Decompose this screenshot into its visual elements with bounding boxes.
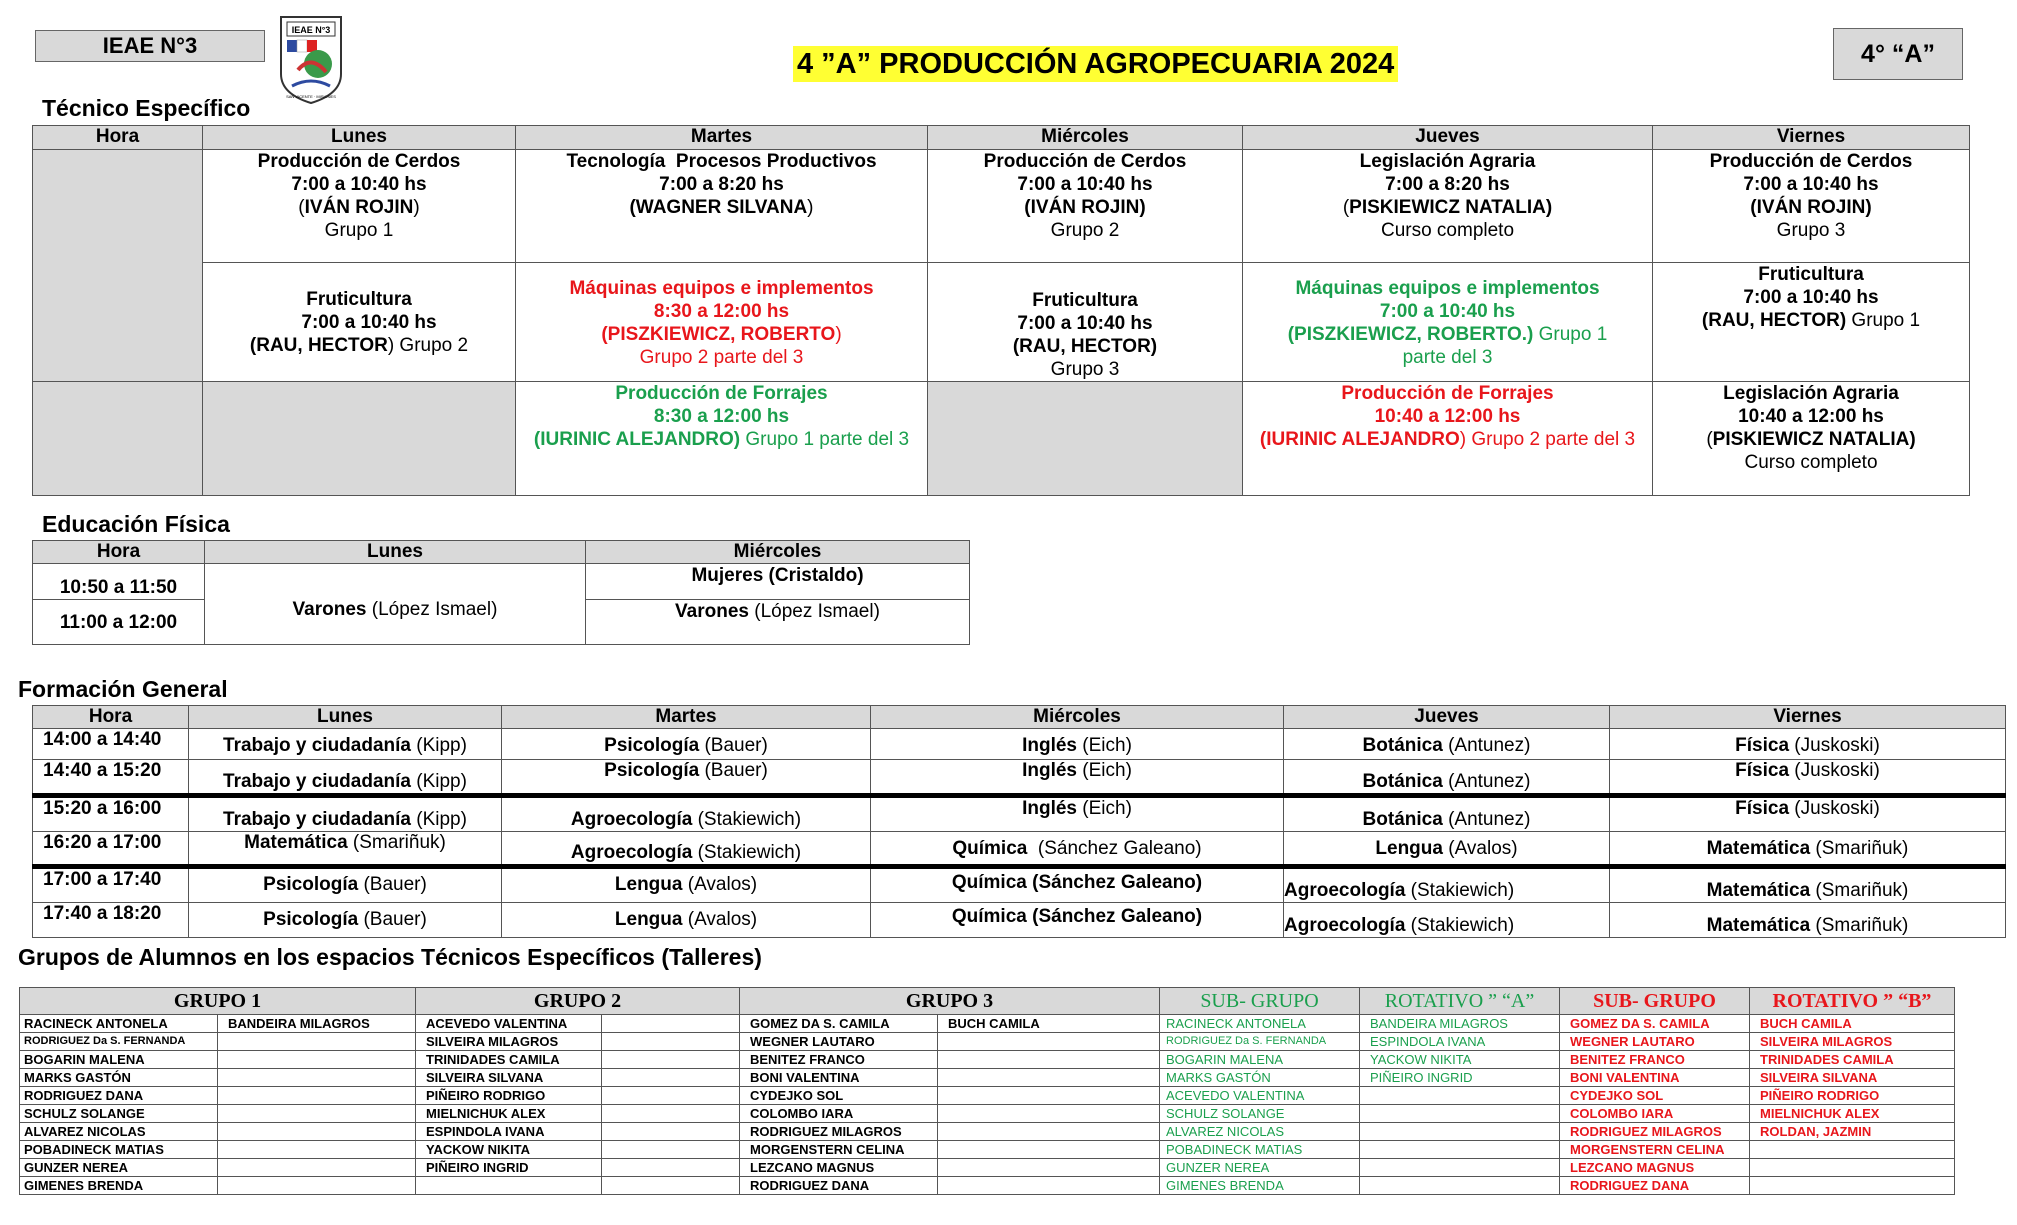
- schedule-cell: Máquinas equipos e implementos 7:00 a 10:40 hs (PISZKIEWICZ, ROBERTO.) Grupo 1 parte del 3: [1243, 263, 1653, 382]
- student-cell: SILVEIRA SILVANA: [416, 1069, 602, 1087]
- class-cell: Lengua (Avalos): [502, 903, 871, 938]
- student-cell: [938, 1033, 1160, 1051]
- school-badge: [35, 30, 265, 62]
- student-cell: [218, 1087, 416, 1105]
- col-hora: Hora: [33, 541, 205, 564]
- schedule-cell: Producción de Forrajes 8:30 a 12:00 hs (IURINIC ALEJANDRO) Grupo 1 parte del 3: [516, 382, 928, 496]
- rotativo-a-header: ROTATIVO ” “A”: [1360, 988, 1560, 1015]
- col-lunes: Lunes: [189, 706, 502, 729]
- student-cell: POBADINECK MATIAS: [20, 1141, 218, 1159]
- student-cell: [602, 1123, 740, 1141]
- student-cell: [938, 1051, 1160, 1069]
- schedule-cell: Producción de Cerdos 7:00 a 10:40 hs (IVÁN ROJIN) Grupo 1: [203, 150, 516, 263]
- class-cell: Psicología (Bauer): [502, 729, 871, 760]
- class-cell: Matemática (Smariñuk): [1610, 903, 2006, 938]
- student-cell: SCHULZ SOLANGE: [20, 1105, 218, 1123]
- schedule-cell: Máquinas equipos e implementos 8:30 a 12:00 hs (PISZKIEWICZ, ROBERTO) Grupo 2 parte del 3: [516, 263, 928, 382]
- col-martes: Martes: [502, 706, 871, 729]
- class-cell: Química (Sánchez Galeano): [871, 832, 1284, 867]
- student-cell: MORGENSTERN CELINA: [740, 1141, 938, 1159]
- schedule-cell: Fruticultura 7:00 a 10:40 hs (RAU, HECTOR) Grupo 3: [928, 263, 1243, 382]
- student-cell: RODRIGUEZ DANA: [20, 1087, 218, 1105]
- student-cell: GUNZER NEREA: [20, 1159, 218, 1177]
- student-cell: [218, 1033, 416, 1051]
- student-cell: [218, 1141, 416, 1159]
- class-cell: Agroecología (Stakiewich): [1284, 903, 1610, 938]
- student-cell: YACKOW NIKITA: [1360, 1051, 1560, 1069]
- student-cell: RACINECK ANTONELA: [20, 1015, 218, 1033]
- schedule-cell-empty: [203, 382, 516, 496]
- student-cell: [416, 1177, 602, 1195]
- general-table: [32, 705, 2006, 938]
- student-cell: BENITEZ FRANCO: [740, 1051, 938, 1069]
- schedule-cell: Legislación Agraria 10:40 a 12:00 hs (PISKIEWICZ NATALIA) Curso completo: [1653, 382, 1970, 496]
- logo-label: IEAE N°3: [291, 25, 331, 35]
- class-cell: Física (Juskoski): [1610, 729, 2006, 760]
- student-cell: LEZCANO MAGNUS: [740, 1159, 938, 1177]
- student-cell: SILVEIRA MILAGROS: [1750, 1033, 1955, 1051]
- student-cell: TRINIDADES CAMILA: [1750, 1051, 1955, 1069]
- col-viernes: Viernes: [1653, 126, 1970, 150]
- section-title-general: Formación General: [18, 676, 228, 702]
- student-cell: YACKOW NIKITA: [416, 1141, 602, 1159]
- col-lunes: Lunes: [205, 541, 586, 564]
- student-cell: BUCH CAMILA: [1750, 1015, 1955, 1033]
- hora-cell: [33, 382, 203, 496]
- class-cell: Trabajo y ciudadanía (Kipp): [189, 729, 502, 760]
- col-jueves: Jueves: [1284, 706, 1610, 729]
- student-cell: [602, 1015, 740, 1033]
- schedule-cell: Producción de Cerdos 7:00 a 10:40 hs (IVÁN ROJIN) Grupo 3: [1653, 150, 1970, 263]
- class-cell: Trabajo y ciudadanía (Kipp): [189, 760, 502, 796]
- class-cell: Química (Sánchez Galeano): [871, 867, 1284, 903]
- section-title-grupos: Grupos de Alumnos en los espacios Técnicos Específicos (Talleres): [18, 944, 762, 970]
- student-row: [20, 1051, 1955, 1069]
- student-cell: CYDEJKO SOL: [740, 1087, 938, 1105]
- student-cell: MORGENSTERN CELINA: [1560, 1141, 1750, 1159]
- student-row: [20, 1177, 1955, 1195]
- student-cell: [1360, 1159, 1560, 1177]
- table-row: [33, 796, 2006, 832]
- hora-cell: 16:20 a 17:00: [33, 832, 189, 867]
- student-cell: WEGNER LAUTARO: [1560, 1033, 1750, 1051]
- student-cell: ESPINDOLA IVANA: [1360, 1033, 1560, 1051]
- student-cell: GIMENES BRENDA: [20, 1177, 218, 1195]
- student-cell: [938, 1105, 1160, 1123]
- subgroup-a-header: SUB- GRUPO: [1160, 988, 1360, 1015]
- student-cell: [1360, 1123, 1560, 1141]
- schedule-cell: Tecnología Procesos Productivos 7:00 a 8:20 hs (WAGNER SILVANA): [516, 150, 928, 263]
- hora-cell: [33, 150, 203, 382]
- student-cell: COLOMBO IARA: [1560, 1105, 1750, 1123]
- class-cell: Botánica (Antunez): [1284, 729, 1610, 760]
- col-miercoles: Miércoles: [928, 126, 1243, 150]
- hora-cell: 10:50 a 11:50: [33, 564, 205, 600]
- class-cell: Química (Sánchez Galeano): [871, 903, 1284, 938]
- hora-cell: 15:20 a 16:00: [33, 796, 189, 832]
- hora-cell: 14:00 a 14:40: [33, 729, 189, 760]
- student-row: [20, 1087, 1955, 1105]
- student-cell: RODRIGUEZ DANA: [1560, 1177, 1750, 1195]
- class-cell: Física (Juskoski): [1610, 760, 2006, 796]
- class-cell: Botánica (Antunez): [1284, 796, 1610, 832]
- student-cell: [602, 1087, 740, 1105]
- student-cell: [1360, 1105, 1560, 1123]
- student-cell: ALVAREZ NICOLAS: [1160, 1123, 1360, 1141]
- class-cell: Lengua (Avalos): [1284, 832, 1610, 867]
- rotativo-b-header: ROTATIVO ” “B”: [1750, 988, 1955, 1015]
- student-cell: [1360, 1141, 1560, 1159]
- student-cell: [938, 1177, 1160, 1195]
- student-cell: [218, 1123, 416, 1141]
- class-cell: Inglés (Eich): [871, 729, 1284, 760]
- class-cell: Matemática (Smariñuk): [189, 832, 502, 867]
- schedule-cell: Fruticultura 7:00 a 10:40 hs (RAU, HECTOR) Grupo 2: [203, 263, 516, 382]
- student-row: [20, 1159, 1955, 1177]
- student-cell: [218, 1105, 416, 1123]
- class-cell: Inglés (Eich): [871, 760, 1284, 796]
- table-row: [33, 832, 2006, 867]
- student-cell: BONI VALENTINA: [740, 1069, 938, 1087]
- student-row: [20, 1069, 1955, 1087]
- student-cell: [218, 1069, 416, 1087]
- student-cell: [1750, 1141, 1955, 1159]
- student-cell: RODRIGUEZ Da S. FERNANDA: [20, 1033, 218, 1051]
- schedule-cell: Mujeres (Cristaldo): [586, 564, 970, 600]
- student-cell: [938, 1159, 1160, 1177]
- student-cell: MARKS GASTÓN: [1160, 1069, 1360, 1087]
- student-cell: BOGARIN MALENA: [20, 1051, 218, 1069]
- class-cell: Agroecología (Stakiewich): [502, 796, 871, 832]
- student-cell: [602, 1069, 740, 1087]
- student-cell: PIÑEIRO INGRID: [1360, 1069, 1560, 1087]
- student-cell: PIÑEIRO RODRIGO: [1750, 1087, 1955, 1105]
- student-row: [20, 1033, 1955, 1051]
- col-jueves: Jueves: [1243, 126, 1653, 150]
- student-cell: PIÑEIRO RODRIGO: [416, 1087, 602, 1105]
- table-row: [33, 760, 2006, 796]
- col-hora: Hora: [33, 706, 189, 729]
- hora-cell: 14:40 a 15:20: [33, 760, 189, 796]
- student-cell: [938, 1141, 1160, 1159]
- table-row: [33, 729, 2006, 760]
- tecnico-table: [32, 125, 1970, 496]
- logo-subtitle: SAN VICENTE · MISIONES: [286, 94, 336, 99]
- student-cell: [938, 1087, 1160, 1105]
- student-cell: GOMEZ DA S. CAMILA: [740, 1015, 938, 1033]
- class-cell: Inglés (Eich): [871, 796, 1284, 832]
- col-lunes: Lunes: [203, 126, 516, 150]
- class-cell: Lengua (Avalos): [502, 867, 871, 903]
- student-cell: [1750, 1159, 1955, 1177]
- subgroup-b-header: SUB- GRUPO: [1560, 988, 1750, 1015]
- col-martes: Martes: [516, 126, 928, 150]
- schedule-cell: Varones (López Ismael): [586, 600, 970, 645]
- student-cell: COLOMBO IARA: [740, 1105, 938, 1123]
- class-cell: Trabajo y ciudadanía (Kipp): [189, 796, 502, 832]
- student-cell: BONI VALENTINA: [1560, 1069, 1750, 1087]
- class-cell: Agroecología (Stakiewich): [1284, 867, 1610, 903]
- student-cell: RODRIGUEZ DANA: [740, 1177, 938, 1195]
- student-cell: ACEVEDO VALENTINA: [1160, 1087, 1360, 1105]
- schedule-cell-empty: [928, 382, 1243, 496]
- schedule-cell: Producción de Cerdos 7:00 a 10:40 hs (IVÁN ROJIN) Grupo 2: [928, 150, 1243, 263]
- student-cell: [1360, 1177, 1560, 1195]
- student-cell: ACEVEDO VALENTINA: [416, 1015, 602, 1033]
- course-label: 4° “A”: [1861, 40, 1935, 68]
- col-miercoles: Miércoles: [586, 541, 970, 564]
- hora-cell: 17:40 a 18:20: [33, 903, 189, 938]
- class-cell: Psicología (Bauer): [502, 760, 871, 796]
- table-row: [33, 903, 2006, 938]
- student-cell: RACINECK ANTONELA: [1160, 1015, 1360, 1033]
- student-cell: TRINIDADES CAMILA: [416, 1051, 602, 1069]
- class-cell: Matemática (Smariñuk): [1610, 867, 2006, 903]
- section-title-edfisica: Educación Física: [42, 511, 230, 537]
- schedule-cell: Fruticultura 7:00 a 10:40 hs (RAU, HECTOR) Grupo 1: [1653, 263, 1970, 382]
- student-cell: POBADINECK MATIAS: [1160, 1141, 1360, 1159]
- student-cell: RODRIGUEZ MILAGROS: [740, 1123, 938, 1141]
- student-cell: MIELNICHUK ALEX: [1750, 1105, 1955, 1123]
- student-cell: GUNZER NEREA: [1160, 1159, 1360, 1177]
- grupos-table: [19, 987, 1955, 1195]
- student-cell: BUCH CAMILA: [938, 1015, 1160, 1033]
- student-cell: BANDEIRA MILAGROS: [218, 1015, 416, 1033]
- group-header: GRUPO 1: [20, 988, 416, 1015]
- page-title: 4 ”A” PRODUCCIÓN AGROPECUARIA 2024: [793, 46, 1398, 82]
- student-cell: GOMEZ DA S. CAMILA: [1560, 1015, 1750, 1033]
- col-viernes: Viernes: [1610, 706, 2006, 729]
- student-cell: [218, 1159, 416, 1177]
- student-cell: [602, 1105, 740, 1123]
- schedule-cell: Varones (López Ismael): [205, 564, 586, 645]
- class-cell: Psicología (Bauer): [189, 903, 502, 938]
- schedule-cell: Producción de Forrajes 10:40 a 12:00 hs (IURINIC ALEJANDRO) Grupo 2 parte del 3: [1243, 382, 1653, 496]
- student-cell: [602, 1141, 740, 1159]
- student-cell: PIÑEIRO INGRID: [416, 1159, 602, 1177]
- student-cell: GIMENES BRENDA: [1160, 1177, 1360, 1195]
- col-hora: Hora: [33, 126, 203, 150]
- edfisica-table: [32, 540, 970, 645]
- school-logo: [278, 14, 344, 106]
- student-cell: WEGNER LAUTARO: [740, 1033, 938, 1051]
- class-cell: Agroecología (Stakiewich): [502, 832, 871, 867]
- student-cell: LEZCANO MAGNUS: [1560, 1159, 1750, 1177]
- student-cell: ESPINDOLA IVANA: [416, 1123, 602, 1141]
- student-row: [20, 1141, 1955, 1159]
- hora-cell: 11:00 a 12:00: [33, 600, 205, 645]
- student-cell: [1750, 1177, 1955, 1195]
- student-cell: MARKS GASTÓN: [20, 1069, 218, 1087]
- student-cell: SILVEIRA MILAGROS: [416, 1033, 602, 1051]
- student-row: [20, 1015, 1955, 1033]
- student-row: [20, 1123, 1955, 1141]
- class-cell: Botánica (Antunez): [1284, 760, 1610, 796]
- student-cell: MIELNICHUK ALEX: [416, 1105, 602, 1123]
- student-cell: ALVAREZ NICOLAS: [20, 1123, 218, 1141]
- group-header: GRUPO 2: [416, 988, 740, 1015]
- school-name: IEAE N°3: [102, 33, 198, 58]
- student-cell: [602, 1177, 740, 1195]
- student-cell: [938, 1069, 1160, 1087]
- student-cell: [602, 1159, 740, 1177]
- table-row: [33, 867, 2006, 903]
- student-cell: [938, 1123, 1160, 1141]
- class-cell: Física (Juskoski): [1610, 796, 2006, 832]
- student-cell: BOGARIN MALENA: [1160, 1051, 1360, 1069]
- section-title-tecnico: Técnico Específico: [42, 95, 251, 121]
- hora-cell: 17:00 a 17:40: [33, 867, 189, 903]
- student-cell: BANDEIRA MILAGROS: [1360, 1015, 1560, 1033]
- student-cell: SCHULZ SOLANGE: [1160, 1105, 1360, 1123]
- student-cell: [602, 1033, 740, 1051]
- class-cell: Matemática (Smariñuk): [1610, 832, 2006, 867]
- student-cell: [218, 1051, 416, 1069]
- student-cell: CYDEJKO SOL: [1560, 1087, 1750, 1105]
- student-cell: SILVEIRA SILVANA: [1750, 1069, 1955, 1087]
- course-badge: [1833, 28, 1963, 80]
- student-cell: RODRIGUEZ MILAGROS: [1560, 1123, 1750, 1141]
- student-cell: [1360, 1087, 1560, 1105]
- student-cell: RODRIGUEZ Da S. FERNANDA: [1160, 1033, 1360, 1051]
- student-cell: [218, 1177, 416, 1195]
- student-cell: [602, 1051, 740, 1069]
- group-header: GRUPO 3: [740, 988, 1160, 1015]
- col-miercoles: Miércoles: [871, 706, 1284, 729]
- student-row: [20, 1105, 1955, 1123]
- student-cell: ROLDAN, JAZMIN: [1750, 1123, 1955, 1141]
- student-cell: BENITEZ FRANCO: [1560, 1051, 1750, 1069]
- class-cell: Psicología (Bauer): [189, 867, 502, 903]
- schedule-cell: Legislación Agraria 7:00 a 8:20 hs (PISKIEWICZ NATALIA) Curso completo: [1243, 150, 1653, 263]
